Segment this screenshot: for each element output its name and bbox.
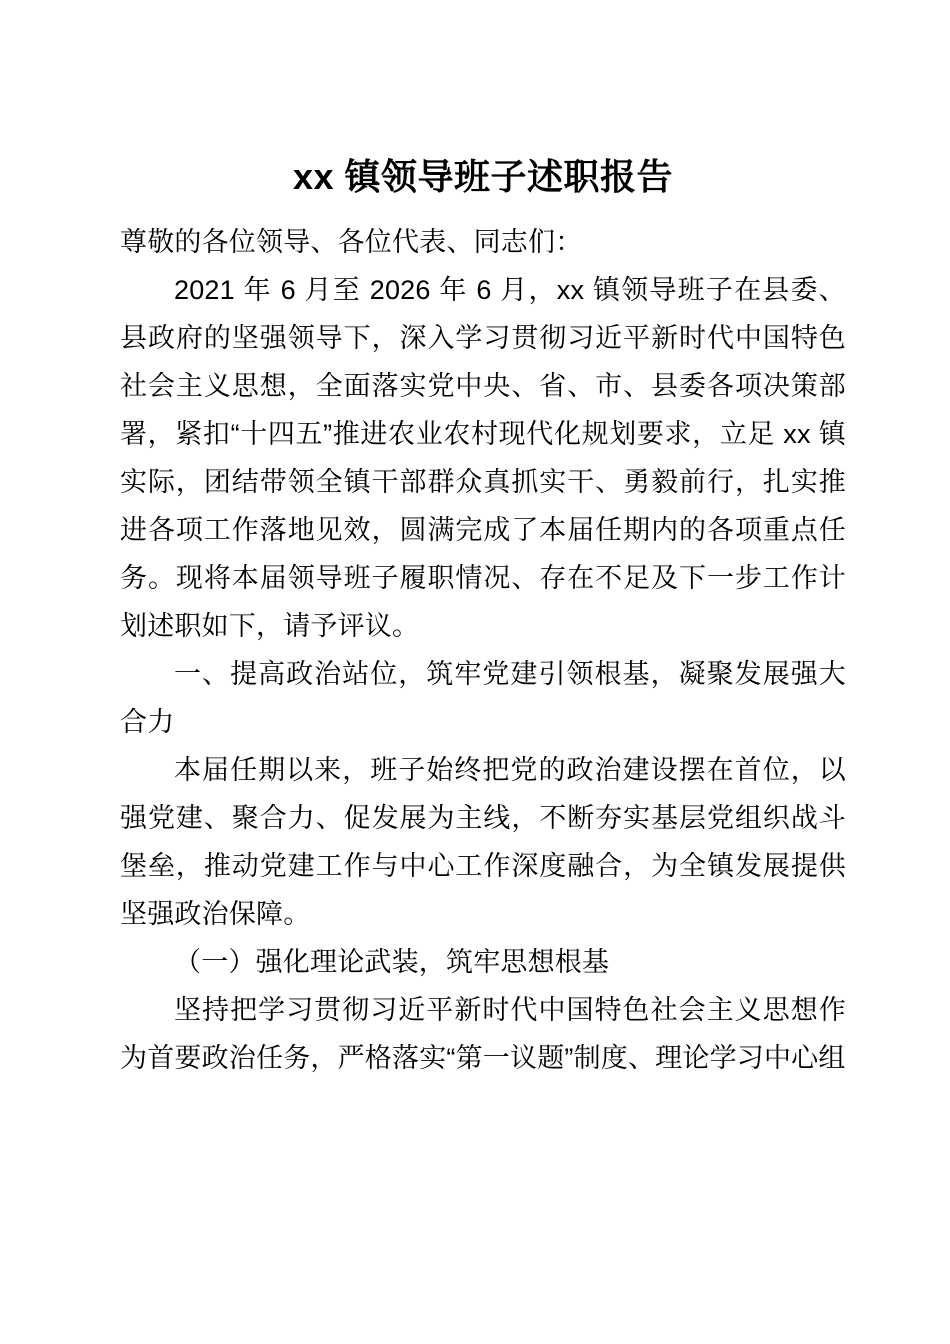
document-body (120, 150, 846, 1082)
subsection-heading-1-1: （一）强化理论武装，筑牢思想根基 (174, 947, 610, 977)
section-heading-1: 一、提高政治站位，筑牢党建引领根基，凝聚发展强大合力 (120, 659, 846, 737)
page-bottom-clip (0, 1336, 950, 1344)
section-1-paragraph: 本届任期以来，班子始终把党的政治建设摆在首位，以强党建、聚合力、促发展为主线，不断夯实基层党组织战斗堡垒，推动党建工作与中心工作深度融合，为全镇发展提供坚强政治保障。 (120, 755, 846, 929)
intro-paragraph: 2021 年 6 月至 2026 年 6 月，xx 镇领导班子在县委、县政府的坚强领导下，深入学习贯彻习近平新时代中国特色社会主义思想，全面落实党中央、省、市、县委各项决策部署，紧扣“十四五”推进农业农村现代化规划要求，立足 xx 镇实际，团结带领全镇干部群众真抓实干、勇毅前行，扎实推进各项工作落地见效，圆满完成了本届任期内的各项重点任务。现将本届领导班子履职情况、存在不足及下一步工作计划述职如下，请予评议。 (120, 275, 846, 641)
salutation-line: 尊敬的各位领导、各位代表、同志们： (120, 227, 583, 257)
page-title: xx 镇领导班子述职报告 (292, 156, 674, 197)
subsection-1-1-paragraph: 坚持把学习贯彻习近平新时代中国特色社会主义思想作为首要政治任务，严格落实“第一议题”制度、理论学习中心组 (120, 995, 846, 1073)
